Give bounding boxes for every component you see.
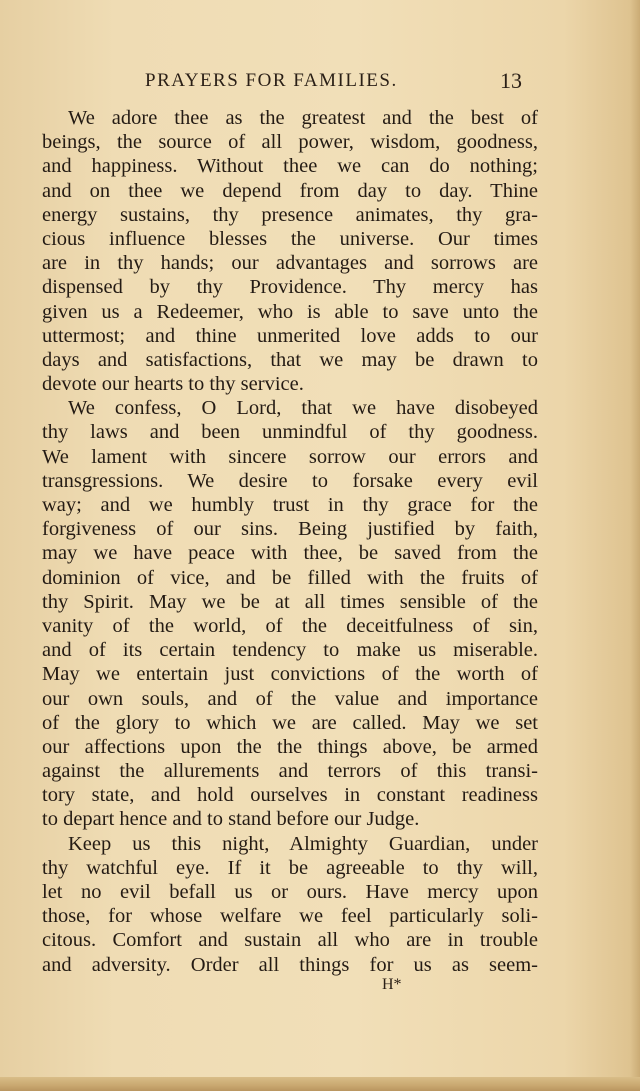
- running-head: PRAYERS FOR FAMILIES.: [145, 70, 398, 91]
- text-line: citous. Comfort and sustain all who are in trouble: [42, 929, 538, 952]
- text-line: and happiness. Without thee we can do nothing;: [42, 155, 538, 178]
- page-edge-shadow: [630, 0, 640, 1091]
- text-line: let no evil befall us or ours. Have mercy upon: [42, 881, 538, 903]
- text-line: thy watchful eye. If it be agreeable to thy will,: [42, 856, 538, 879]
- page-header: [0, 64, 640, 98]
- text-line: days and satisfactions, that we may be drawn to: [42, 348, 538, 371]
- text-line: cious influence blesses the universe. Our times: [42, 227, 538, 250]
- text-line: given us a Redeemer, who is able to save unto the: [42, 300, 538, 323]
- text-line: are in thy hands; our advantages and sorrows are: [42, 252, 538, 275]
- text-line: energy sustains, thy presence animates, thy gra-: [42, 203, 538, 226]
- page-bottom-edge: [0, 1077, 640, 1091]
- text-line: and adversity. Order all things for us as seem-: [42, 953, 538, 976]
- text-line: We confess, O Lord, that we have disobeyed: [68, 397, 538, 420]
- text-line: those, for whose welfare we feel particularly soli-: [42, 905, 538, 928]
- text-line: Keep us this night, Almighty Guardian, under: [68, 832, 538, 855]
- text-line: We lament with sincere sorrow our errors and: [42, 445, 538, 468]
- text-line: We adore thee as the greatest and the best of: [68, 107, 538, 129]
- text-line: transgressions. We desire to forsake every evil: [42, 469, 538, 492]
- text-line: may we have peace with thee, be saved from the: [42, 542, 538, 565]
- text-line: tory state, and hold ourselves in constant readiness: [42, 784, 538, 807]
- text-line: and of its certain tendency to make us miserable.: [42, 639, 538, 662]
- prayer-text: [42, 106, 538, 977]
- page-number: 13: [500, 68, 522, 93]
- text-line: dispensed by thy Providence. Thy mercy has: [42, 276, 538, 299]
- text-line: way; and we humbly trust in thy grace for the: [42, 494, 538, 516]
- text-line: thy Spirit. May we be at all times sensible of the: [42, 590, 538, 613]
- text-line: our affections upon the the things above, be armed: [42, 735, 538, 758]
- text-line: beings, the source of all power, wisdom, goodness,: [42, 131, 538, 154]
- text-line: and on thee we depend from day to day. Thine: [42, 179, 538, 202]
- text-line: forgiveness of our sins. Being justified by faith,: [42, 518, 538, 541]
- text-line: our own souls, and of the value and importance: [42, 687, 538, 710]
- text-line: against the allurements and terrors of this transi-: [42, 760, 538, 783]
- text-line: dominion of vice, and be filled with the fruits of: [42, 566, 538, 589]
- signature-mark: H*: [382, 976, 402, 993]
- text-line: vanity of the world, of the deceitfulness of sin,: [42, 614, 538, 637]
- text-line: to depart hence and to stand before our Judge.: [42, 808, 420, 831]
- text-line: May we entertain just convictions of the worth of: [42, 663, 538, 686]
- text-line: of the glory to which we are called. May we set: [42, 711, 538, 734]
- text-line: thy laws and been unmindful of thy goodness.: [42, 421, 538, 444]
- text-line: devote our hearts to thy service.: [42, 373, 304, 396]
- text-line: uttermost; and thine unmerited love adds to our: [42, 324, 538, 347]
